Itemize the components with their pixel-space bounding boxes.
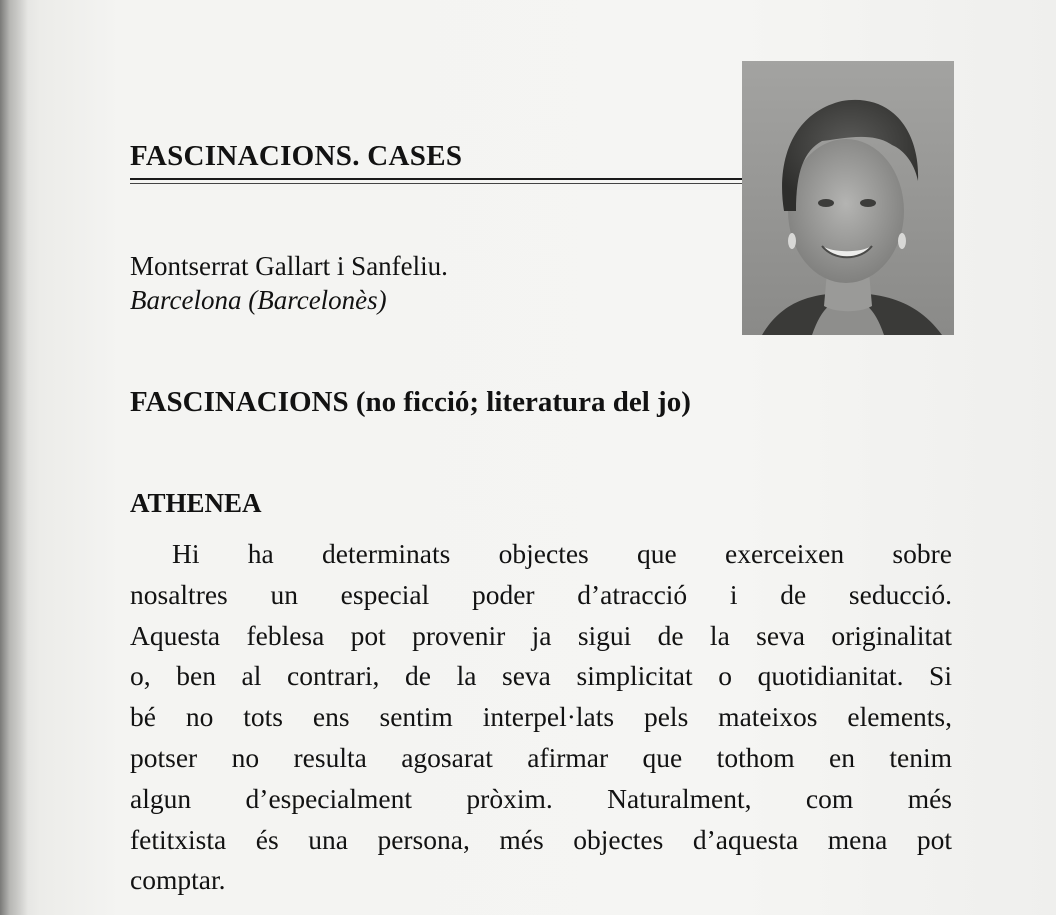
body-line: algun d’especialment pròxim. Naturalment, com més bbox=[130, 782, 952, 814]
section-title: FASCINACIONS. CASES bbox=[130, 140, 463, 172]
body-line: nosaltres un especial poder d’atracció i de seducció. bbox=[130, 578, 952, 610]
page-gutter-shadow bbox=[0, 0, 28, 915]
body-line: fetitxista és una persona, més objectes d’aquesta mena pot bbox=[130, 823, 952, 855]
book-title: FASCINACIONS (no ficció; literatura del jo) bbox=[130, 386, 691, 418]
body-line: comptar. bbox=[130, 864, 226, 896]
body-line: Aquesta feblesa pot provenir ja sigui de la seva originalitat bbox=[130, 619, 952, 651]
portrait-illustration bbox=[742, 61, 954, 335]
body-line: o, ben al contrari, de la seva simplicitat o quotidianitat. Si bbox=[130, 660, 952, 692]
author-place: Barcelona (Barcelonès) bbox=[130, 285, 387, 315]
body-line: potser no resulta agosarat afirmar que tothom en tenim bbox=[130, 741, 952, 773]
body-line: Hi ha determinats objectes que exerceixen sobre bbox=[172, 538, 952, 569]
title-underline bbox=[130, 178, 742, 180]
body-line: bé no tots ens sentim interpel·lats pels mateixos elements, bbox=[130, 701, 952, 733]
title-underline-thin bbox=[130, 183, 742, 184]
author-portrait-photo bbox=[742, 61, 954, 335]
chapter-title: ATHENEA bbox=[130, 488, 262, 518]
body-paragraph bbox=[130, 534, 952, 901]
author-name: Montserrat Gallart i Sanfeliu. bbox=[130, 251, 448, 281]
